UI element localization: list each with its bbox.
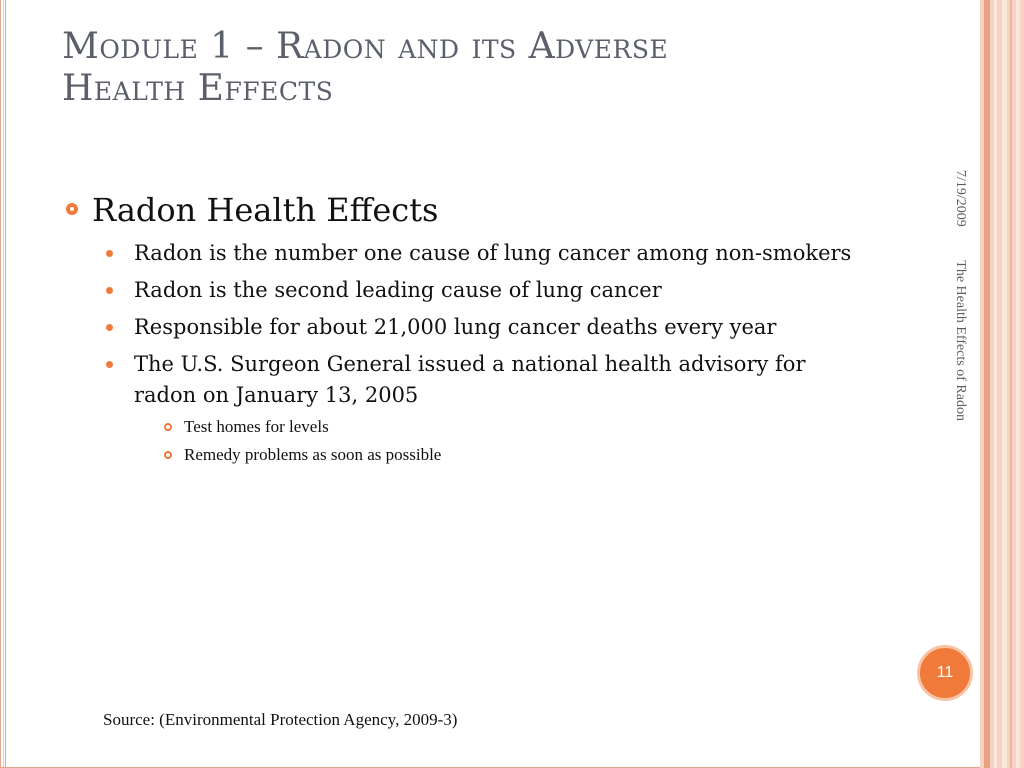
sub-bullet-text: Remedy problems as soon as possible	[184, 445, 442, 464]
bullet-text: The U.S. Surgeon General issued a national health advisory for radon on January 13, 2005	[134, 352, 806, 407]
sub-bullet-item	[164, 441, 852, 469]
dot-bullet-icon	[106, 250, 113, 257]
bullet-item	[104, 275, 852, 306]
bullet-item	[104, 349, 852, 469]
slide-content	[62, 190, 852, 475]
bullet-item	[104, 238, 852, 269]
small-ring-bullet-icon	[164, 423, 172, 431]
slide-title	[62, 26, 882, 110]
page-number-badge	[917, 645, 973, 701]
sub-bullet-text: Test homes for levels	[184, 417, 329, 436]
side-footer	[948, 170, 968, 500]
ring-bullet-icon	[66, 203, 78, 215]
dot-bullet-icon	[106, 324, 113, 331]
stripe	[994, 0, 997, 768]
stripe	[1016, 0, 1020, 768]
right-decorative-stripes	[980, 0, 1024, 768]
dot-bullet-icon	[106, 361, 113, 368]
small-ring-bullet-icon	[164, 451, 172, 459]
stripe	[1002, 0, 1007, 768]
title-line-1: Module 1 – Radon and its Adverse	[62, 26, 669, 67]
sub-bullet-item	[164, 413, 852, 441]
dot-bullet-icon	[106, 287, 113, 294]
main-bullet-text: Radon Health Effects	[92, 191, 439, 229]
source-citation: Source: (Environmental Protection Agency, 2009-3)	[103, 710, 458, 729]
bullet-text: Radon is the second leading cause of lung cancer	[134, 278, 662, 302]
stripe	[984, 0, 990, 768]
footer-title: The Health Effects of Radon	[953, 260, 968, 421]
title-line-2: Health Effects	[62, 68, 334, 109]
bullet-text: Responsible for about 21,000 lung cancer deaths every year	[134, 315, 777, 339]
bullet-list	[62, 238, 852, 469]
left-frame-line	[3, 0, 4, 768]
slide-date: 7/19/2009	[953, 170, 968, 227]
left-frame-line	[5, 0, 6, 768]
left-frame-line	[0, 0, 1, 768]
bullet-item	[104, 312, 852, 343]
main-bullet	[62, 190, 852, 230]
stripe	[1010, 0, 1012, 768]
page-number: 11	[936, 664, 954, 681]
sub-bullet-list	[134, 413, 852, 469]
bullet-text: Radon is the number one cause of lung cancer among non-smokers	[134, 241, 852, 265]
